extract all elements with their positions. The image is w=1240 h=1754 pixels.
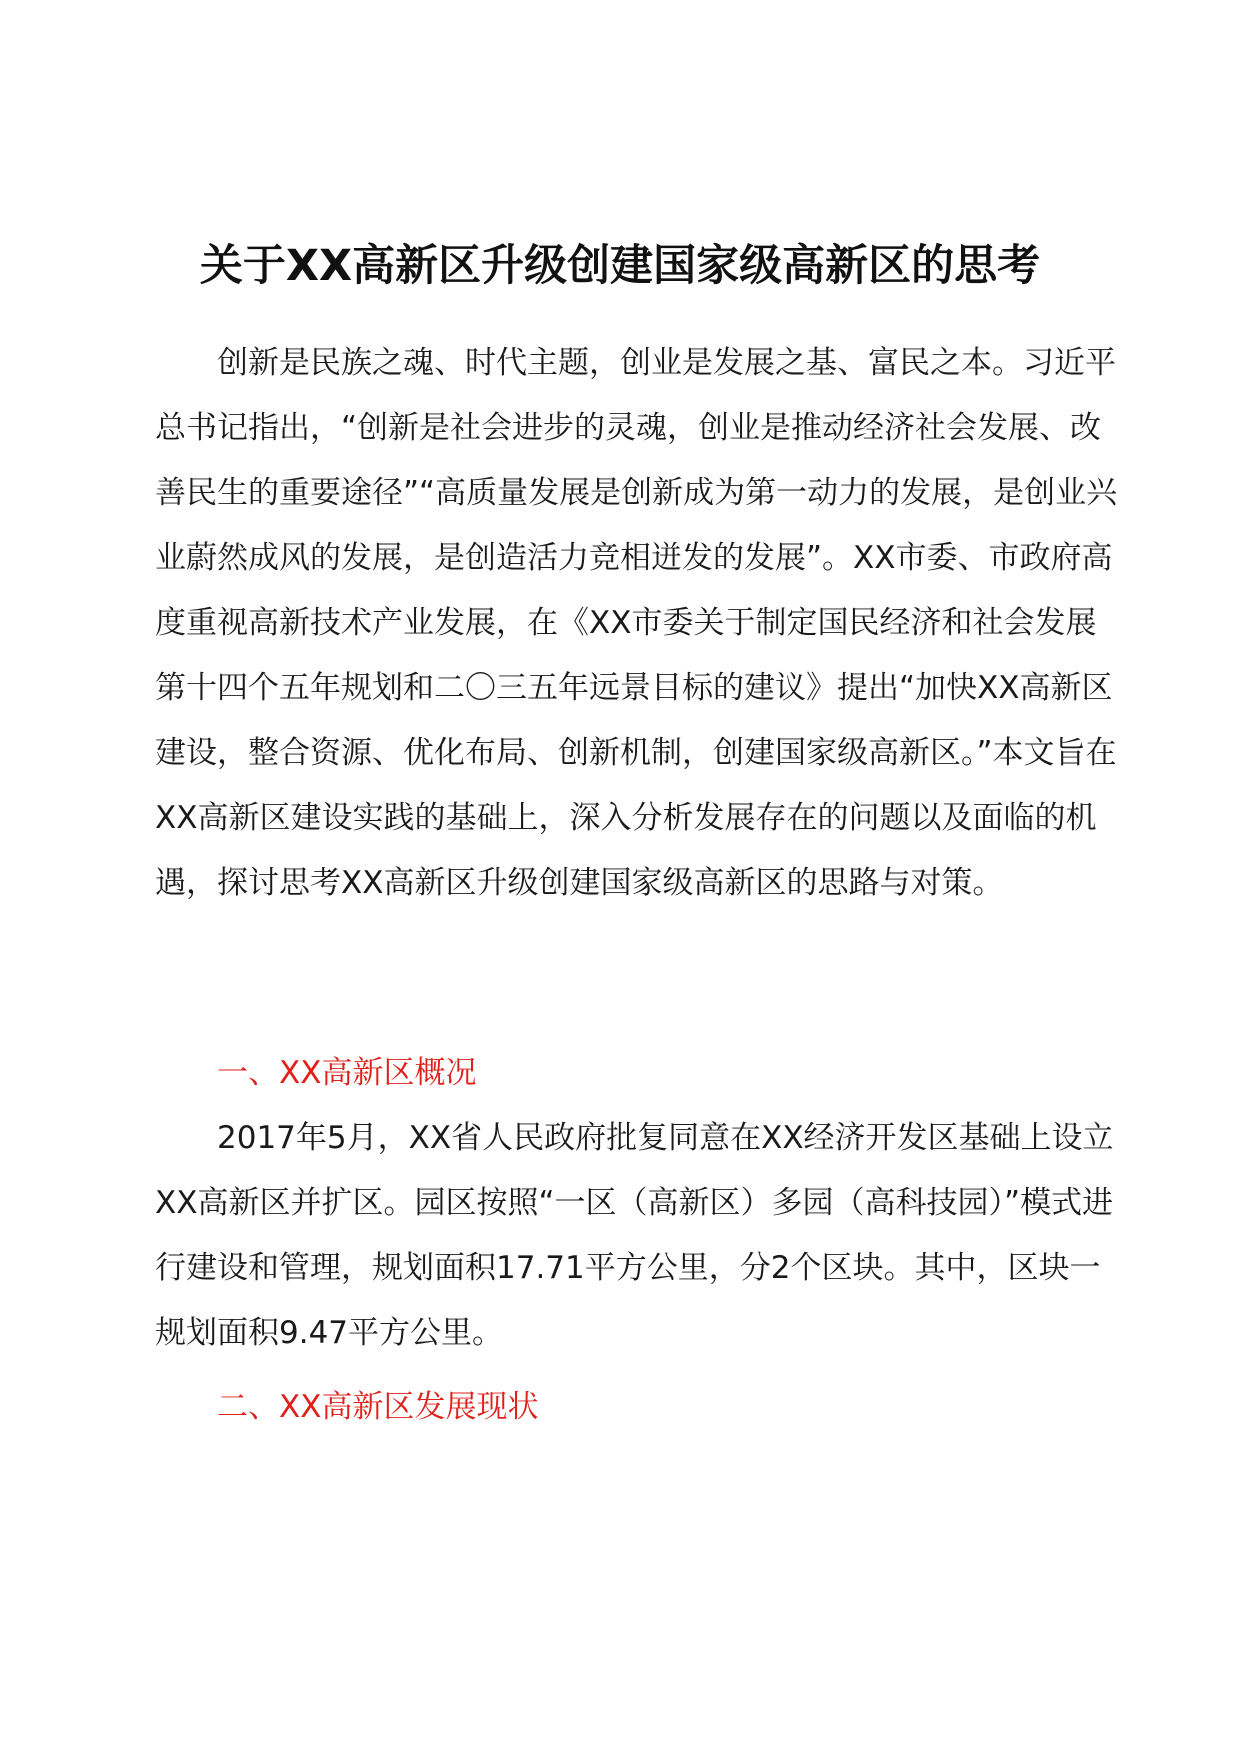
body-paragraph: 2017年5月，XX省人民政府批复同意在XX经济开发区基础上设立XX高新区并扩区。园区按照“一区（高新区）多园（高科技园）”模式进行建设和管理，规划面积17.71平方公里，分2个区块。其中，区块一规划面积9.47平方公里。: [155, 1120, 1114, 1351]
section-heading: 一、XX高新区概况: [217, 1055, 477, 1091]
document-title: 关于XX高新区升级创建国家级高新区的思考: [199, 241, 1041, 291]
body-paragraph: 创新是民族之魂、时代主题，创业是发展之基、富民之本。习近平总书记指出，“创新是社会进步的灵魂，创业是推动经济社会发展、改善民生的重要途径”“高质量发展是创新成为第一动力的发展，是创业兴业蔚然成风的发展，是创造活力竞相迸发的发展”。XX市委、市政府高度重视高新技术产业发展，在《XX市委关于制定国民经济和社会发展第十四个五年规划和二〇三五年远景目标的建议》提出“加快XX高新区建设，整合资源、优化布局、创新机制，创建国家级高新区。”本文旨在XX高新区建设实践的基础上，深入分析发展存在的问题以及面临的机遇，探讨思考XX高新区升级创建国家级高新区的思路与对策。: [155, 345, 1118, 901]
section-heading: 二、XX高新区发展现状: [217, 1389, 539, 1425]
